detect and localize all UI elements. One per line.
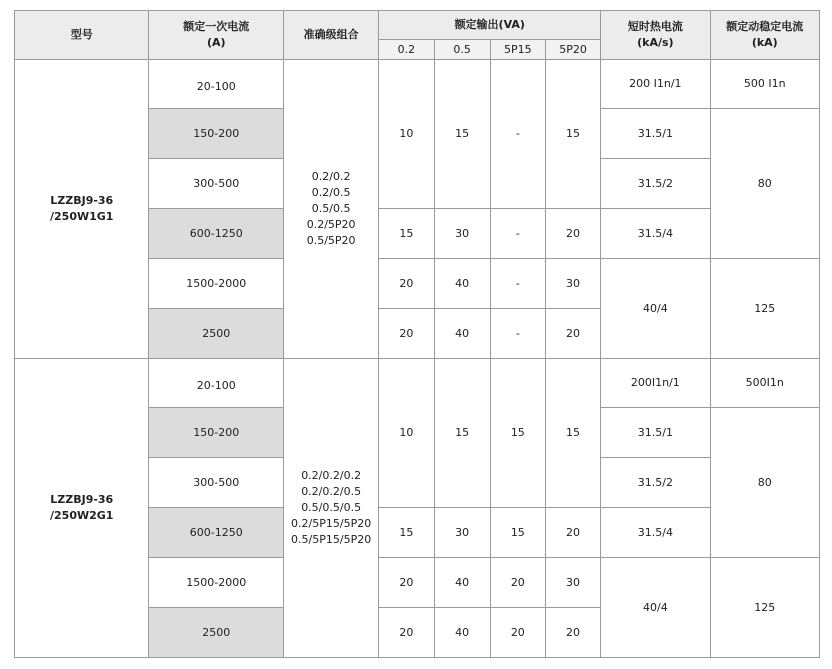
output-cell: 15 (545, 60, 600, 209)
output-cell: 20 (379, 309, 434, 359)
current-cell: 1500-2000 (149, 558, 283, 608)
short-current-cell: 31.5/2 (601, 458, 710, 508)
dynamic-current-cell: 125 (710, 558, 819, 658)
current-cell: 1500-2000 (149, 259, 283, 309)
current-cell: 300-500 (149, 159, 283, 209)
output-cell: 20 (379, 259, 434, 309)
output-cell: 30 (545, 259, 600, 309)
header-dynamic-current (710, 11, 819, 60)
table-row (15, 60, 820, 109)
short-current-cell: 40/4 (601, 259, 710, 359)
short-current-cell: 200 I1n/1 (601, 60, 710, 109)
accuracy-line: 0.2/5P15/5P20 (291, 517, 372, 530)
accuracy-line: 0.2/5P20 (306, 218, 356, 231)
header-output-0-5: 0.5 (434, 40, 490, 60)
output-cell: - (490, 60, 545, 209)
header-short-line2: (kA/s) (637, 36, 674, 49)
accuracy-cell (283, 60, 378, 359)
output-cell: 20 (545, 608, 600, 658)
output-cell: - (490, 309, 545, 359)
accuracy-line: 0.2/0.2/0.5 (301, 485, 362, 498)
output-cell: 15 (490, 508, 545, 558)
output-cell: 20 (545, 309, 600, 359)
header-model: 型号 (15, 11, 149, 60)
model-line2: /250W1G1 (50, 210, 114, 223)
header-output-0-2: 0.2 (379, 40, 434, 60)
output-cell: 30 (434, 508, 490, 558)
header-short-time-current (601, 11, 710, 60)
header-current-line1: 额定一次电流 (183, 20, 250, 33)
header-accuracy: 准确级组合 (283, 11, 378, 60)
accuracy-line: 0.5/0.5 (311, 202, 351, 215)
output-cell: 20 (490, 608, 545, 658)
short-current-cell: 31.5/4 (601, 508, 710, 558)
current-cell: 20-100 (149, 60, 283, 109)
short-current-cell: 31.5/1 (601, 109, 710, 159)
accuracy-line: 0.5/0.5/0.5 (301, 501, 362, 514)
output-cell: 20 (545, 209, 600, 259)
output-cell: 40 (434, 259, 490, 309)
dynamic-current-cell: 500I1n (710, 359, 819, 408)
current-cell: 20-100 (149, 359, 283, 408)
model-line1: LZZBJ9-36 (50, 493, 114, 506)
short-current-cell: 31.5/4 (601, 209, 710, 259)
header-output-5p15: 5P15 (490, 40, 545, 60)
current-cell: 150-200 (149, 109, 283, 159)
short-current-cell: 31.5/2 (601, 159, 710, 209)
header-dynamic-line2: (kA) (751, 36, 778, 49)
output-cell: - (490, 259, 545, 309)
model-line1: LZZBJ9-36 (50, 194, 114, 207)
output-cell: 10 (379, 359, 434, 508)
output-cell: 40 (434, 309, 490, 359)
short-current-cell: 40/4 (601, 558, 710, 658)
current-cell: 600-1250 (149, 209, 283, 259)
output-cell: - (490, 209, 545, 259)
header-short-line1: 短时热电流 (627, 20, 683, 33)
output-cell: 40 (434, 608, 490, 658)
header-rated-primary-current (149, 11, 283, 60)
accuracy-line: 0.5/5P15/5P20 (291, 533, 372, 546)
dynamic-current-cell: 125 (710, 259, 819, 359)
accuracy-line: 0.2/0.2 (311, 170, 351, 183)
header-current-line2: (A) (206, 36, 226, 49)
header-dynamic-line1: 额定动稳定电流 (726, 20, 804, 33)
model-cell (15, 60, 149, 359)
current-cell: 2500 (149, 309, 283, 359)
output-cell: 15 (490, 359, 545, 508)
model-line2: /250W2G1 (50, 509, 114, 522)
output-cell: 20 (545, 508, 600, 558)
accuracy-line: 0.2/0.5 (311, 186, 351, 199)
accuracy-line: 0.5/5P20 (306, 234, 356, 247)
short-current-cell: 200I1n/1 (601, 359, 710, 408)
output-cell: 15 (379, 508, 434, 558)
header-rated-output: 额定输出(VA) (379, 11, 601, 40)
output-cell: 15 (434, 60, 490, 209)
output-cell: 30 (434, 209, 490, 259)
accuracy-line: 0.2/0.2/0.2 (301, 469, 362, 482)
output-cell: 15 (434, 359, 490, 508)
current-cell: 300-500 (149, 458, 283, 508)
current-cell: 600-1250 (149, 508, 283, 558)
current-cell: 2500 (149, 608, 283, 658)
current-cell: 150-200 (149, 408, 283, 458)
header-output-5p20: 5P20 (545, 40, 600, 60)
spec-table (14, 10, 820, 658)
output-cell: 10 (379, 60, 434, 209)
accuracy-cell (283, 359, 378, 658)
output-cell: 15 (545, 359, 600, 508)
output-cell: 30 (545, 558, 600, 608)
model-cell (15, 359, 149, 658)
dynamic-current-cell: 80 (710, 109, 819, 259)
output-cell: 20 (379, 558, 434, 608)
output-cell: 40 (434, 558, 490, 608)
table-row (15, 359, 820, 408)
dynamic-current-cell: 80 (710, 408, 819, 558)
output-cell: 15 (379, 209, 434, 259)
short-current-cell: 31.5/1 (601, 408, 710, 458)
output-cell: 20 (379, 608, 434, 658)
dynamic-current-cell: 500 I1n (710, 60, 819, 109)
output-cell: 20 (490, 558, 545, 608)
